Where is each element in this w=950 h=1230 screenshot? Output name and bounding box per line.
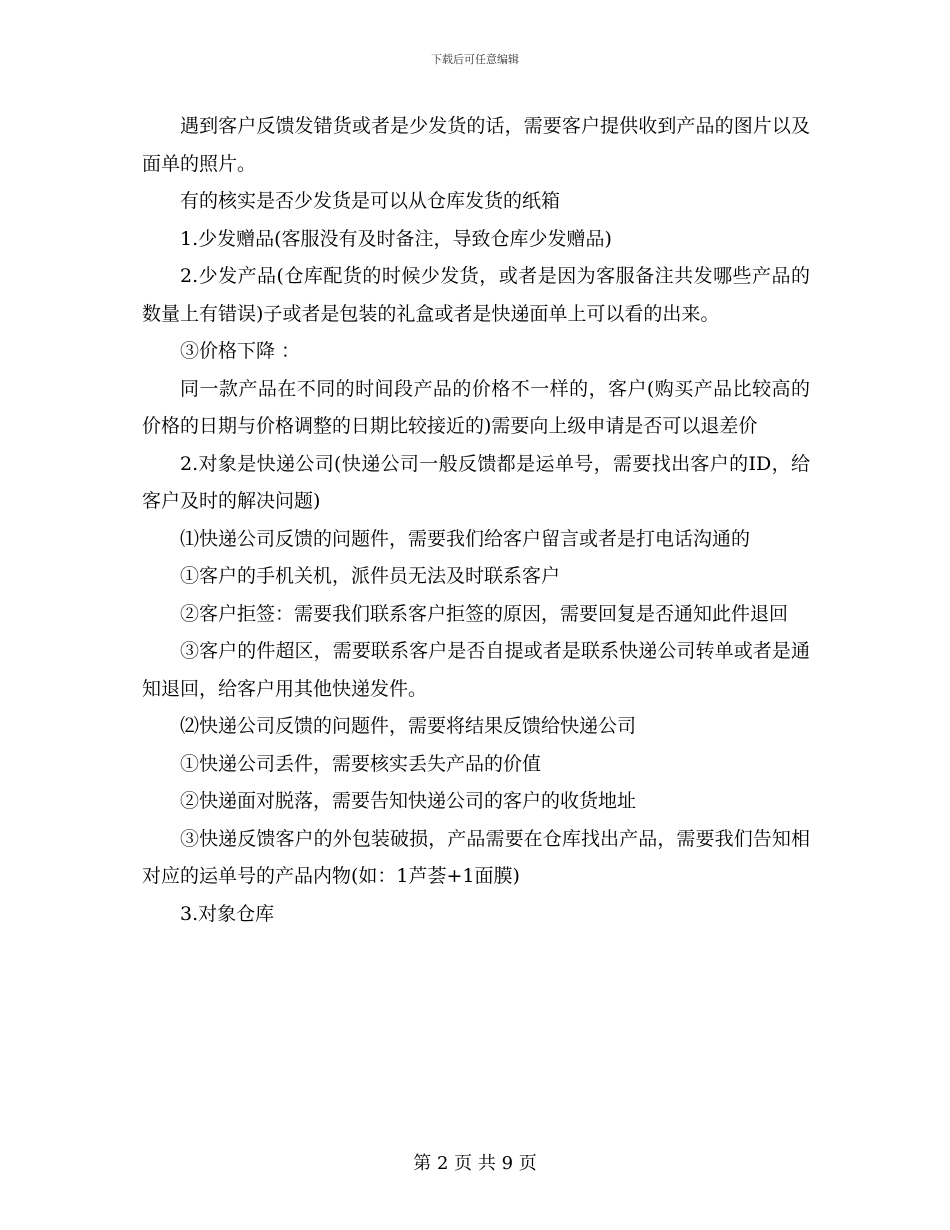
paragraph: ⑵快递公司反馈的问题件，需要将结果反馈给快递公司 xyxy=(180,715,637,737)
page-header-note: 下载后可任意编辑 xyxy=(431,53,519,66)
paragraph: 同一款产品在不同的时间段产品的价格不一样的，客户(购买产品比较高的价格的日期与价格调整的日期比较接近的)需要向上级申请是否可以退差价 xyxy=(142,377,810,437)
paragraph: 遇到客户反馈发错货或者是少发货的话，需要客户提供收到产品的图片以及面单的照片。 xyxy=(142,115,810,175)
page-number: 第 2 页 共 9 页 xyxy=(413,1153,537,1174)
paragraph: 2.少发产品(仓库配货的时候少发货，或者是因为客服备注共发哪些产品的数量上有错误)子或者是包装的礼盒或者是快递面单上可以看的出来。 xyxy=(142,265,810,325)
document-body xyxy=(142,108,810,933)
paragraph: ⑴快递公司反馈的问题件，需要我们给客户留言或者是打电话沟通的 xyxy=(180,527,751,550)
paragraph: ③客户的件超区，需要联系客户是否自提或者是联系快递公司转单或者是通知退回，给客户用其他快递发件。 xyxy=(142,640,810,700)
paragraph: ③价格下降 ： xyxy=(180,340,301,362)
paragraph: 3.对象仓库 xyxy=(180,902,275,925)
paragraph: 1.少发赠品(客服没有及时备注，导致仓库少发赠品) xyxy=(180,227,612,250)
paragraph: ①客户的手机关机，派件员无法及时联系客户 xyxy=(180,565,561,587)
paragraph: ①快递公司丢件，需要核实丢失产品的价值 xyxy=(180,752,542,775)
paragraph: 有的核实是否少发货是可以从仓库发货的纸箱 xyxy=(180,190,561,212)
paragraph: 2.对象是快递公司(快递公司一般反馈都是运单号，需要找出客户的ID，给客户及时的解决问题) xyxy=(142,452,810,512)
paragraph: ③快递反馈客户的外包装破损，产品需要在仓库找出产品，需要我们告知相对应的运单号的产品内物(如：1芦荟+1面膜) xyxy=(142,827,810,887)
paragraph: ②客户拒签：需要我们联系客户拒签的原因，需要回复是否通知此件退回 xyxy=(180,602,789,625)
paragraph: ②快递面对脱落，需要告知快递公司的客户的收货地址 xyxy=(180,790,637,812)
